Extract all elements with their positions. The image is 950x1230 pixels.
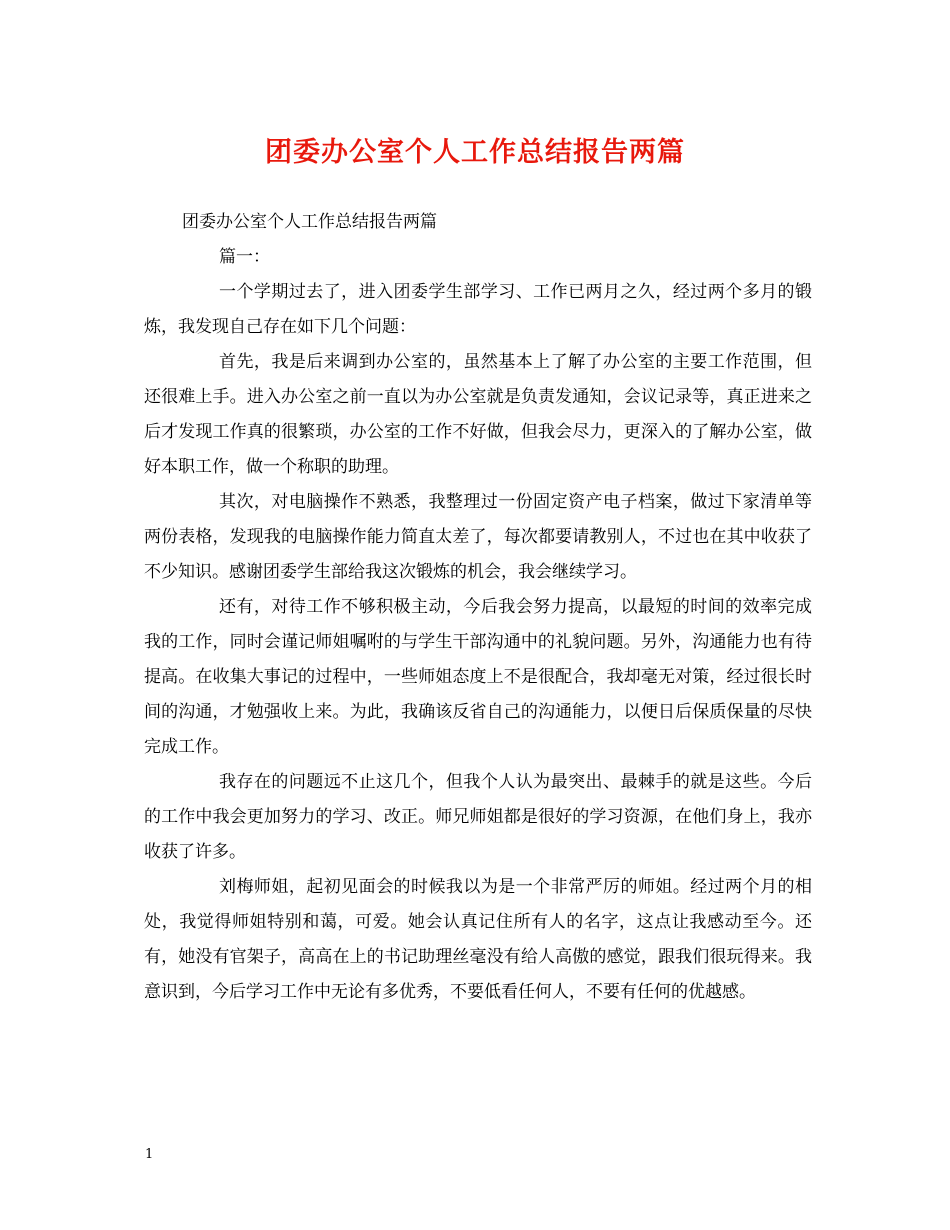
document-body [144,205,812,1010]
paragraph: 还有，对待工作不够积极主动，今后我会努力提高，以最短的时间的效率完成我的工作，同时会谨记师姐嘱咐的与学生干部沟通中的礼貌问题。另外，沟通能力也有待提高。在收集大事记的过程中，一些师姐态度上不是很配合，我却毫无对策，经过很长时间的沟通，才勉强收上来。为此，我确该反省自己的沟通能力，以便日后保质保量的尽快完成工作。 [144,597,812,757]
paragraph: 我存在的问题远不止这几个，但我个人认为最突出、最棘手的就是这些。今后的工作中我会更加努力的学习、改正。师兄师姐都是很好的学习资源，在他们身上，我亦收获了许多。 [144,772,812,862]
paragraph: 刘梅师姐，起初见面会的时候我以为是一个非常严厉的师姐。经过两个月的相处，我觉得师姐特别和蔼，可爱。她会认真记住所有人的名字，这点让我感动至今。还有，她没有官架子，高高在上的书记助理丝毫没有给人高傲的感觉，跟我们很玩得来。我意识到，今后学习工作中无论有多优秀，不要低看任何人，不要有任何的优越感。 [144,877,812,1002]
document-subtitle: 团委办公室个人工作总结报告两篇 [182,212,437,232]
paragraph: 一个学期过去了，进入团委学生部学习、工作已两月之久，经过两个多月的锻炼，我发现自己存在如下几个问题： [144,282,812,337]
page-number: 1 [145,1147,154,1162]
paragraph: 首先，我是后来调到办公室的，虽然基本上了解了办公室的主要工作范围，但还很难上手。进入办公室之前一直以为办公室就是负责发通知，会议记录等，真正进来之后才发现工作真的很繁琐，办公室的工作不好做，但我会尽力，更深入的了解办公室，做好本职工作，做一个称职的助理。 [144,352,812,477]
document-title: 团委办公室个人工作总结报告两篇 [265,137,685,168]
section-label: 篇一： [219,247,270,267]
paragraph: 其次，对电脑操作不熟悉，我整理过一份固定资产电子档案，做过下家清单等两份表格，发现我的电脑操作能力简直太差了，每次都要请教别人，不过也在其中收获了不少知识。感谢团委学生部给我这次锻炼的机会，我会继续学习。 [144,492,812,582]
